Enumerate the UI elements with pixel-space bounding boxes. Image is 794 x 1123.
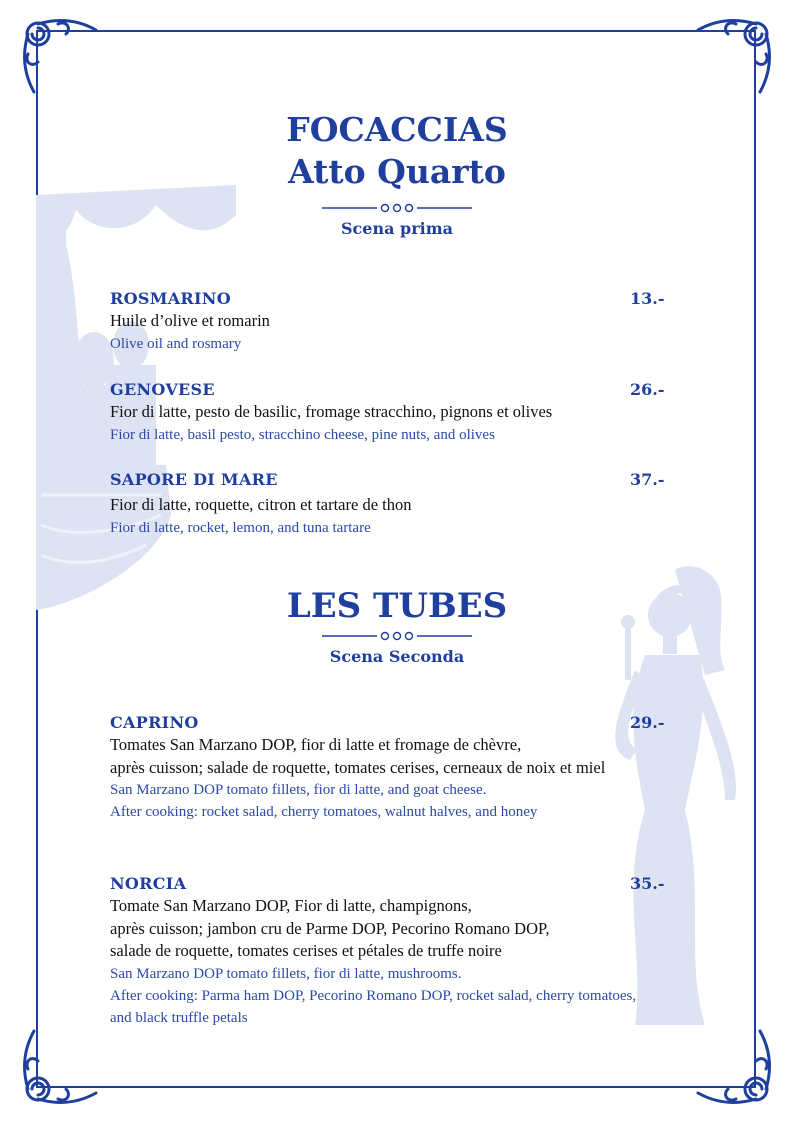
item-description-fr: Tomates San Marzano DOP, fior di latte et fromage de chèvre, xyxy=(110,735,522,754)
scene-label-seconda: Scena Seconda xyxy=(329,647,465,666)
menu-item-caprino xyxy=(110,712,730,823)
item-description-fr: Fior di latte, roquette, citron et tartare de thon xyxy=(110,495,412,514)
item-description-fr: après cuisson; salade de roquette, tomates cerises, cerneaux de noix et miel xyxy=(110,757,606,777)
item-description-en: Olive oil and rosmary xyxy=(110,335,242,352)
section-subtitle-atto-quarto: Atto Quarto xyxy=(288,152,506,191)
item-price: 37.- xyxy=(630,470,665,489)
item-description-fr: Huile d’olive et romarin xyxy=(110,311,270,330)
item-name: NORCIA xyxy=(110,874,187,893)
divider-ornament xyxy=(0,201,794,215)
item-description-fr: Fior di latte, pesto de basilic, fromage stracchino, pignons et olives xyxy=(110,402,553,421)
section-title-focaccias: FOCACCIAS xyxy=(286,110,508,149)
corner-flourish-bottom-left xyxy=(18,1029,98,1109)
scene-label-prima: Scena prima xyxy=(340,219,454,238)
item-name: SAPORE DI MARE xyxy=(110,470,278,489)
item-price: 29.- xyxy=(630,713,665,732)
corner-flourish-top-left xyxy=(18,14,98,94)
item-description-en: Fior di latte, rocket, lemon, and tuna tartare xyxy=(110,519,371,536)
divider-ornament xyxy=(0,629,794,643)
item-description-en: After cooking: Parma ham DOP, Pecorino Romano DOP, rocket salad, cherry tomatoes, xyxy=(110,987,637,1004)
item-description-fr: après cuisson; jambon cru de Parme DOP, Pecorino Romano DOP, xyxy=(110,918,550,938)
item-description-en: After cooking: rocket salad, cherry tomatoes, walnut halves, and honey xyxy=(110,804,538,820)
menu-item-rosmarino xyxy=(110,288,730,355)
item-description-en: San Marzano DOP tomato fillets, fior di latte, and goat cheese. xyxy=(110,782,487,798)
item-description-en: and black truffle petals xyxy=(110,1009,248,1026)
corner-flourish-top-right xyxy=(696,14,776,94)
item-name: GENOVESE xyxy=(110,380,215,399)
item-description-en: Fior di latte, basil pesto, stracchino cheese, pine nuts, and olives xyxy=(110,426,495,443)
menu-item-norcia xyxy=(110,873,730,1029)
menu-item-genovese xyxy=(110,379,730,446)
item-name: ROSMARINO xyxy=(110,289,231,308)
item-description-en: San Marzano DOP tomato fillets, fior di latte, mushrooms. xyxy=(110,965,462,982)
item-price: 26.- xyxy=(630,380,665,399)
menu-item-sapore-di-mare xyxy=(110,469,730,539)
item-price: 13.- xyxy=(630,289,665,308)
item-description-fr: salade de roquette, tomates cerises et pétales de truffe noire xyxy=(110,941,502,960)
item-description-fr: Tomate San Marzano DOP, Fior di latte, champignons, xyxy=(110,896,472,915)
item-name: CAPRINO xyxy=(110,713,199,732)
section-title-les-tubes: LES TUBES xyxy=(286,586,508,626)
item-price: 35.- xyxy=(630,874,665,893)
corner-flourish-bottom-right xyxy=(696,1029,776,1109)
